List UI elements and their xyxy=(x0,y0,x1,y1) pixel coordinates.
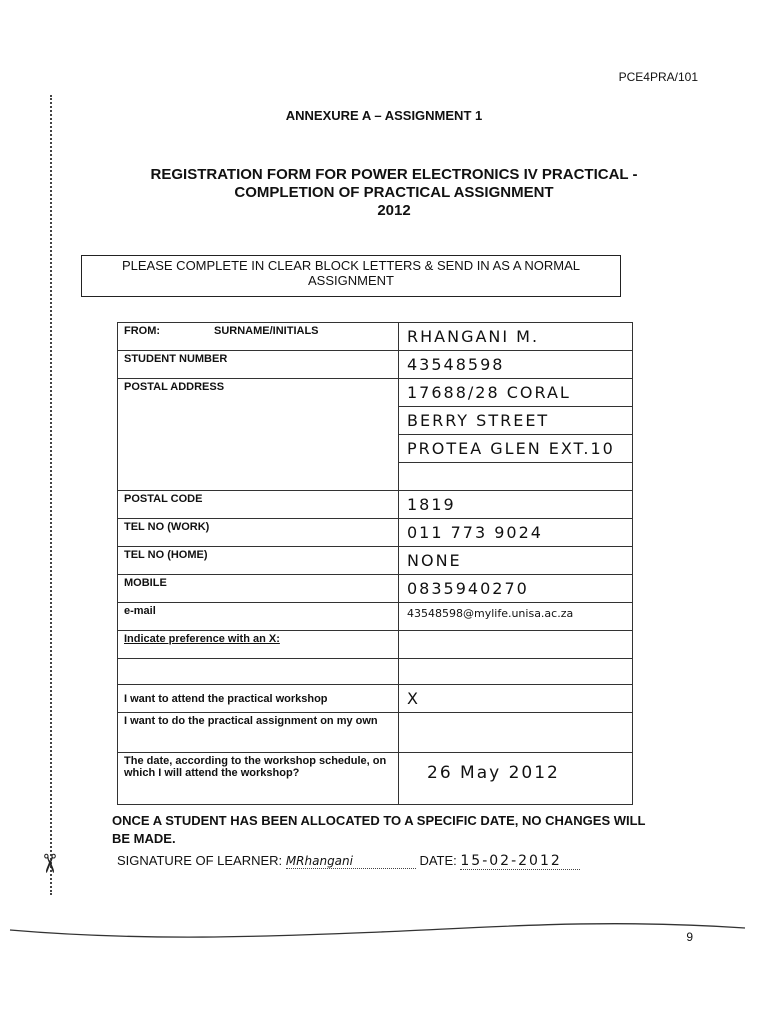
signature-line xyxy=(117,853,580,870)
postal-address-line-2[interactable]: BERRY STREET xyxy=(399,407,633,435)
email-label: e-mail xyxy=(118,603,399,631)
tel-work-value[interactable]: 011 773 9024 xyxy=(399,519,633,547)
surname-value[interactable]: RHANGANI M. xyxy=(399,323,633,351)
preference-empty-cell xyxy=(399,631,633,659)
title-line-3: 2012 xyxy=(377,202,411,219)
form-title xyxy=(100,166,688,220)
own-option-label: I want to do the practical assignment on my own xyxy=(118,713,399,753)
postal-code-label: POSTAL CODE xyxy=(118,491,399,519)
mobile-value[interactable]: 0835940270 xyxy=(399,575,633,603)
signature-label: SIGNATURE OF LEARNER: xyxy=(117,853,283,868)
preference-label: Indicate preference with an X: xyxy=(124,633,280,645)
instruction-box: PLEASE COMPLETE IN CLEAR BLOCK LETTERS & SEND IN AS A NORMAL ASSIGNMENT xyxy=(81,255,621,297)
cut-line xyxy=(50,95,52,895)
postal-address-line-3[interactable]: PROTEA GLEN EXT.10 xyxy=(399,435,633,463)
workshop-date-value[interactable]: 26 May 2012 xyxy=(399,753,633,805)
postal-code-value[interactable]: 1819 xyxy=(399,491,633,519)
tel-work-label: TEL NO (WORK) xyxy=(118,519,399,547)
surname-label: SURNAME/INITIALS xyxy=(214,325,319,337)
registration-table xyxy=(117,322,633,805)
mobile-label: MOBILE xyxy=(118,575,399,603)
title-line-2: COMPLETION OF PRACTICAL ASSIGNMENT xyxy=(234,184,554,201)
postal-address-line-4[interactable] xyxy=(399,463,633,491)
workshop-date-label: The date, according to the workshop schedule, on which I will attend the workshop? xyxy=(118,753,399,805)
learner-signature[interactable]: MRhangani xyxy=(286,854,416,869)
scissors-icon: ✂ xyxy=(34,852,65,875)
student-number-value[interactable]: 43548598 xyxy=(399,351,633,379)
postal-address-label: POSTAL ADDRESS xyxy=(118,379,399,491)
torn-edge-line xyxy=(0,900,768,960)
title-line-1: REGISTRATION FORM FOR POWER ELECTRONICS IV PRACTICAL - xyxy=(150,166,638,183)
postal-address-line-1[interactable]: 17688/28 CORAL xyxy=(399,379,633,407)
spacer-value-cell xyxy=(399,659,633,685)
from-label: FROM: xyxy=(124,325,161,337)
annexure-heading: ANNEXURE A – ASSIGNMENT 1 xyxy=(285,108,483,123)
signature-date[interactable]: 15-02-2012 xyxy=(460,853,580,870)
from-label-cell xyxy=(118,323,399,351)
workshop-option-mark[interactable]: X xyxy=(399,685,633,713)
email-value[interactable]: 43548598@mylife.unisa.ac.za xyxy=(399,603,633,631)
allocation-warning: ONCE A STUDENT HAS BEEN ALLOCATED TO A SPECIFIC DATE, NO CHANGES WILL BE MADE. xyxy=(112,813,646,846)
page-number: 9 xyxy=(686,930,693,944)
page-code: PCE4PRA/101 xyxy=(618,70,698,84)
tel-home-value[interactable]: NONE xyxy=(399,547,633,575)
own-option-mark[interactable] xyxy=(399,713,633,753)
workshop-option-label: I want to attend the practical workshop xyxy=(118,685,399,713)
preference-instruction xyxy=(118,631,399,659)
spacer-label-cell xyxy=(118,659,399,685)
date-label: DATE: xyxy=(419,853,457,868)
tel-home-label: TEL NO (HOME) xyxy=(118,547,399,575)
student-number-label: STUDENT NUMBER xyxy=(118,351,399,379)
